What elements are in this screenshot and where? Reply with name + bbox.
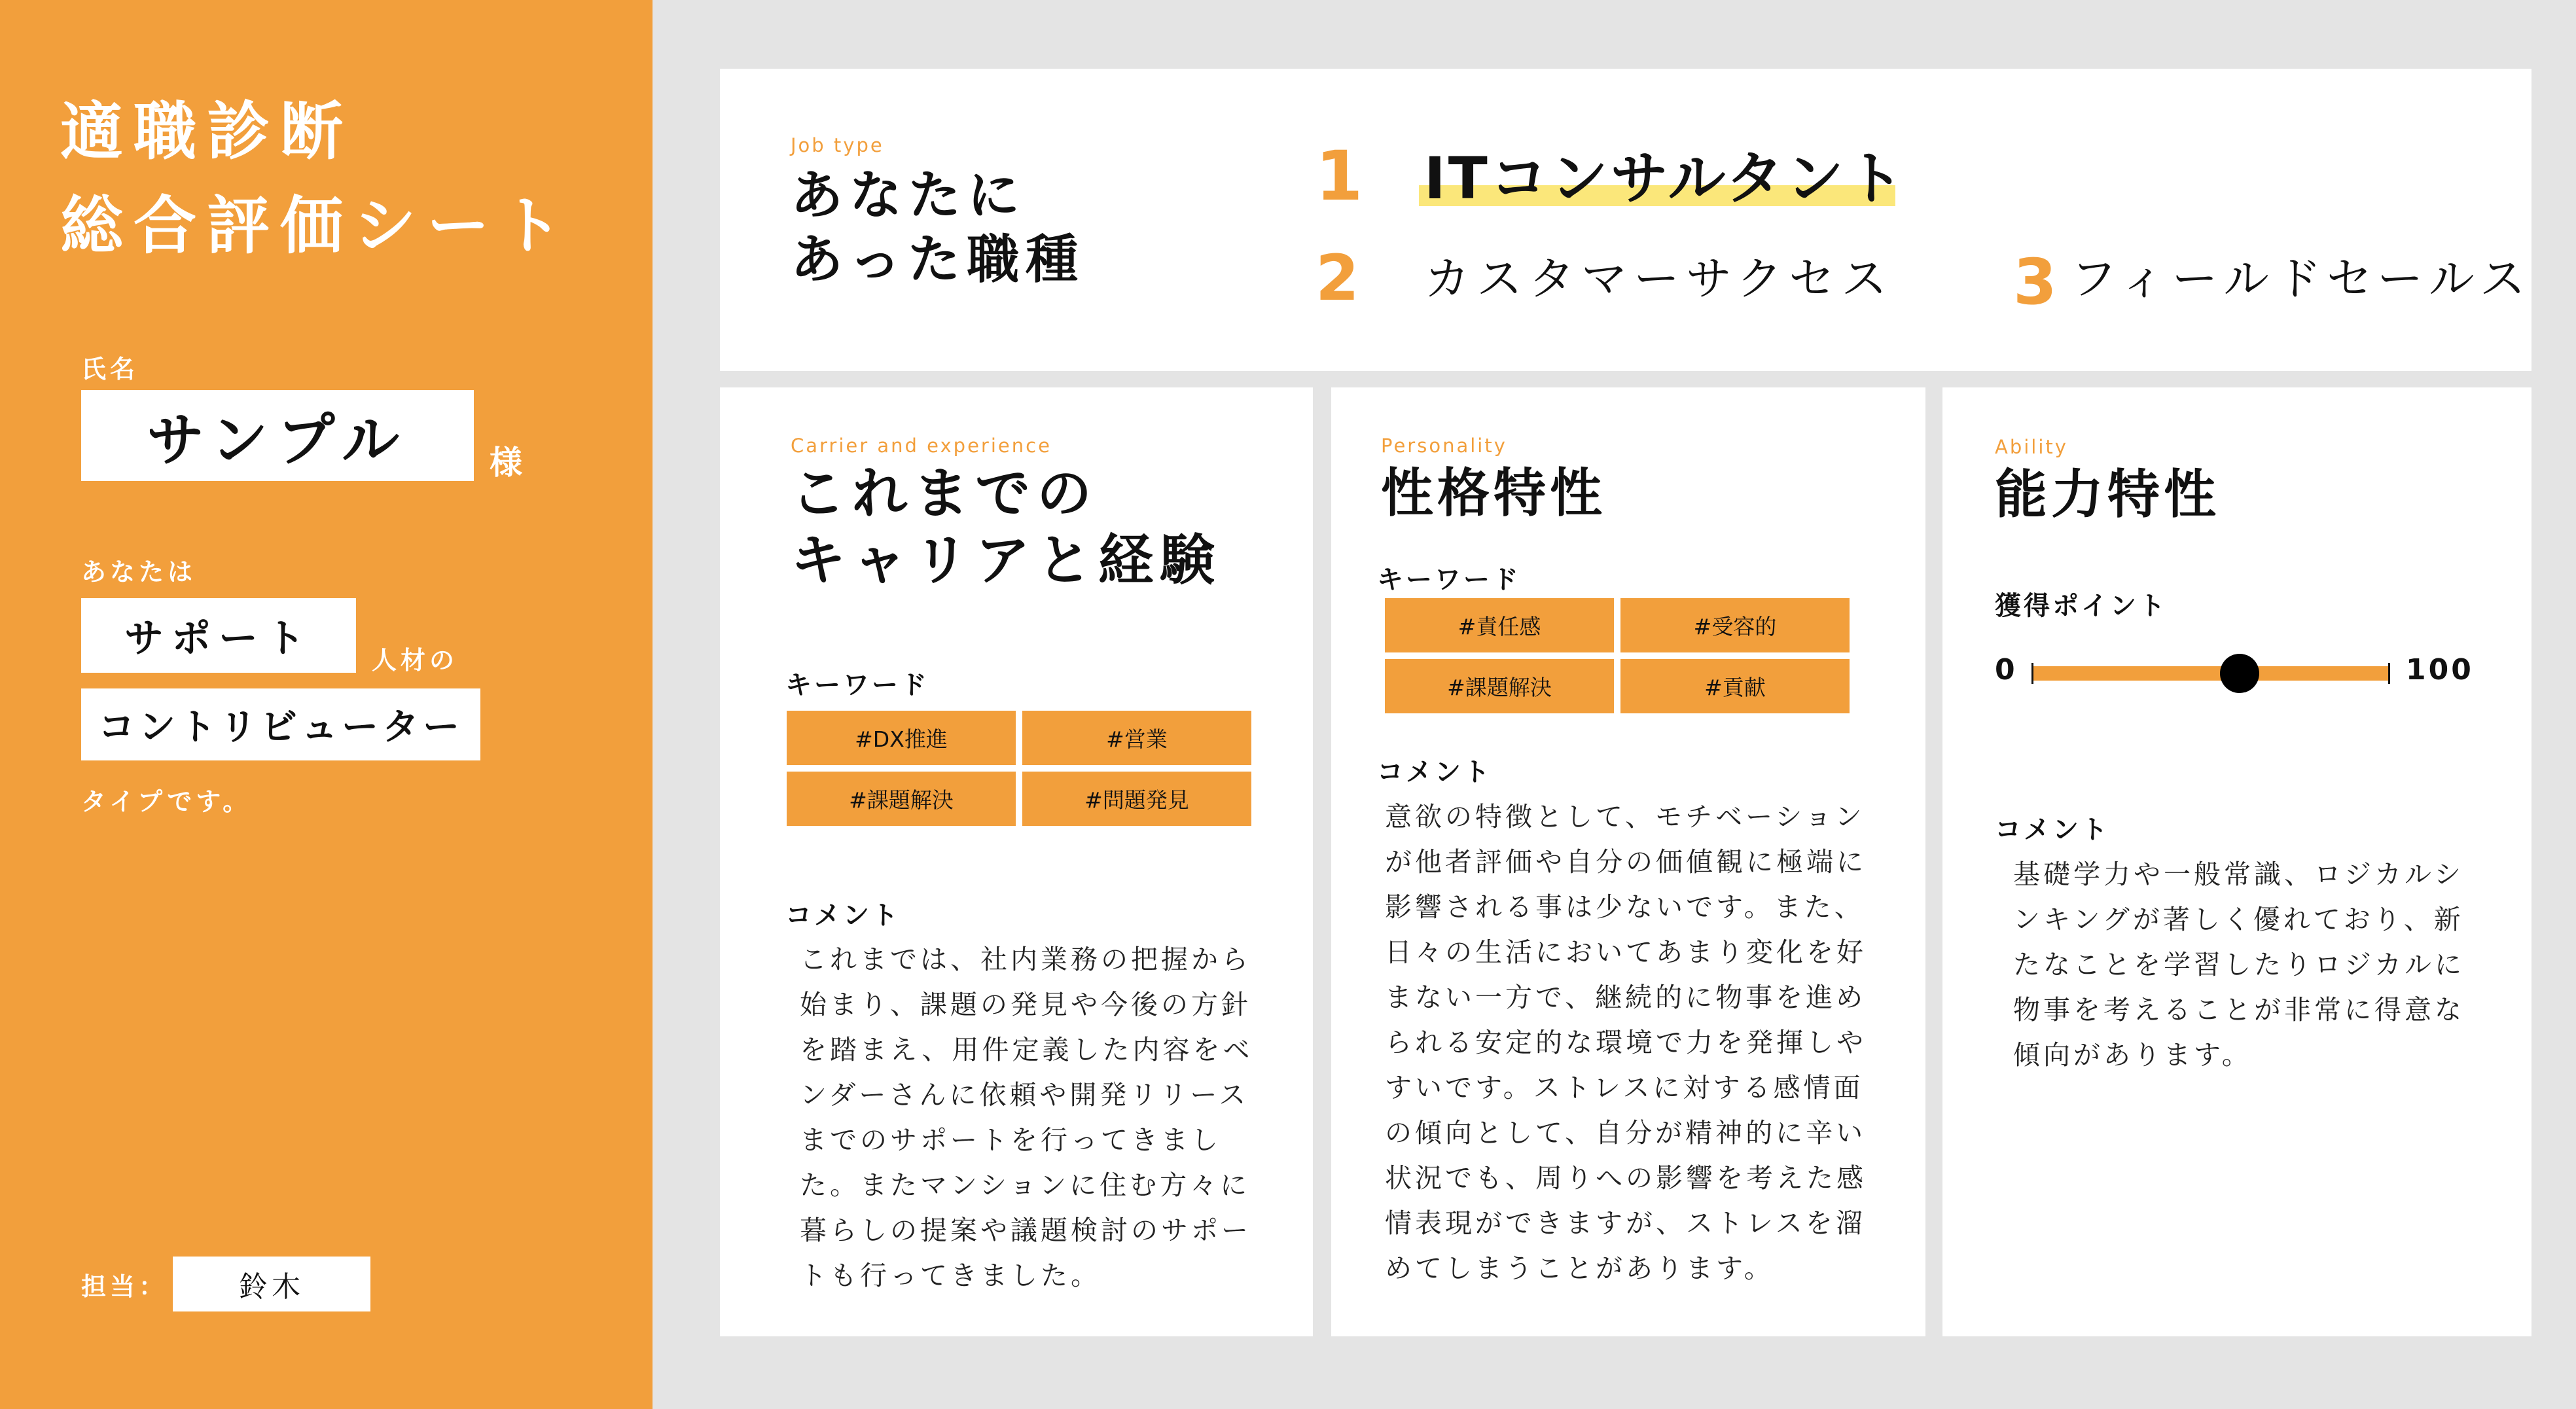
slider-knob [2220,654,2259,693]
career-heading-line1: これまでの [791,461,1099,526]
rank-3-number: 3 [2013,245,2057,319]
score-slider [2031,663,2390,684]
scale-min-label: 0 [1995,653,2015,687]
career-eyebrow: Carrier and experience [791,435,1052,457]
job-type-heading-line2: あった職種 [791,229,1085,290]
sheet-title-line2: 総合評価シート [60,189,573,262]
career-comment-label: コメント [785,901,901,931]
career-keyword-chip: #営業 [1022,711,1251,765]
rank-3-job: フィールドセールス [2071,252,2532,306]
ability-card [1942,387,2531,1336]
personality-keyword-chip: #責任感 [1385,598,1614,652]
personality-comment: 意欲の特徴として、モチベーションが他者評価や自分の価値観に極端に影響される事は少ないです。また、日々の生活においてあまり変化を好まない一方で、継続的に物事を進められる安定的な環境で力を発揮しやすいです。ストレスに対する感情面の傾向として、自分が精神的に辛い状況でも、周りへの影響を考えた感情表現ができますが、ストレスを溜めてしまうことがあります。 [1385,801,1867,1284]
personality-keyword-chip: #課題解決 [1385,659,1614,713]
rank-1-number: 1 [1315,136,1363,216]
career-keyword-chip: #DX推進 [787,711,1016,765]
ability-heading: 能力特性 [1995,464,2220,525]
staff-name-box: 鈴木 [173,1257,370,1311]
personality-keyword-chip: #貢献 [1620,659,1850,713]
job-type-eyebrow: Job type [791,134,884,156]
personality-eyebrow: Personality [1381,435,1507,457]
staff-label: 担当： [81,1272,168,1301]
rank-1-job: ITコンサルタント [1424,145,1906,212]
job-type-card [720,69,2531,371]
rank-2-job: カスタマーサクセス [1424,252,1894,306]
ability-comment-label: コメント [1995,815,2110,845]
sheet-title-line1: 適職診断 [60,95,353,168]
rank-2-number: 2 [1315,241,1359,315]
career-heading-line2: キャリアと経験 [791,528,1222,592]
personality-keyword-label: キーワード [1377,565,1521,595]
name-label: 氏名 [81,355,139,383]
career-keyword-label: キーワード [785,670,929,700]
sidebar [0,0,653,1409]
type-box-support: サポート [81,598,356,673]
name-box: サンプル [81,390,474,481]
scale-max-label: 100 [2406,653,2474,687]
personality-comment-label: コメント [1377,757,1492,787]
slider-bar [2033,666,2388,681]
personality-card [1331,387,1925,1336]
jinzai-label: 人材の [372,646,459,675]
ability-comment: 基礎学力や一般常識、ロジカルシンキングが著しく優れており、新たなことを学習したりロジカルに物事を考えることが非常に得意な傾向があります。 [2013,859,2465,1071]
personality-heading: 性格特性 [1381,463,1606,524]
career-card [720,387,1313,1336]
career-keyword-chip: #課題解決 [787,772,1016,826]
job-type-heading-line1: あなたに [791,165,1026,226]
you-are-label: あなたは [81,558,197,586]
career-comment: これまでは、社内業務の把握から始まり、課題の発見や今後の方針を踏まえ、用件定義した内容をベンダーさんに依頼や開発リリースまでのサポートを行ってきました。またマンションに住む方々に暮らしの提案や議題検討のサポートも行ってきました。 [800,944,1253,1291]
ability-points-label: 獲得ポイント [1995,591,2168,621]
career-keyword-chip: #問題発見 [1022,772,1251,826]
slider-right-tick [2388,663,2390,684]
ability-eyebrow: Ability [1995,436,2068,458]
honorific: 様 [490,444,526,482]
type-box-contributor: コントリビューター [81,688,480,760]
type-suffix-label: タイプです。 [81,787,252,816]
personality-keyword-chip: #受容的 [1620,598,1850,652]
